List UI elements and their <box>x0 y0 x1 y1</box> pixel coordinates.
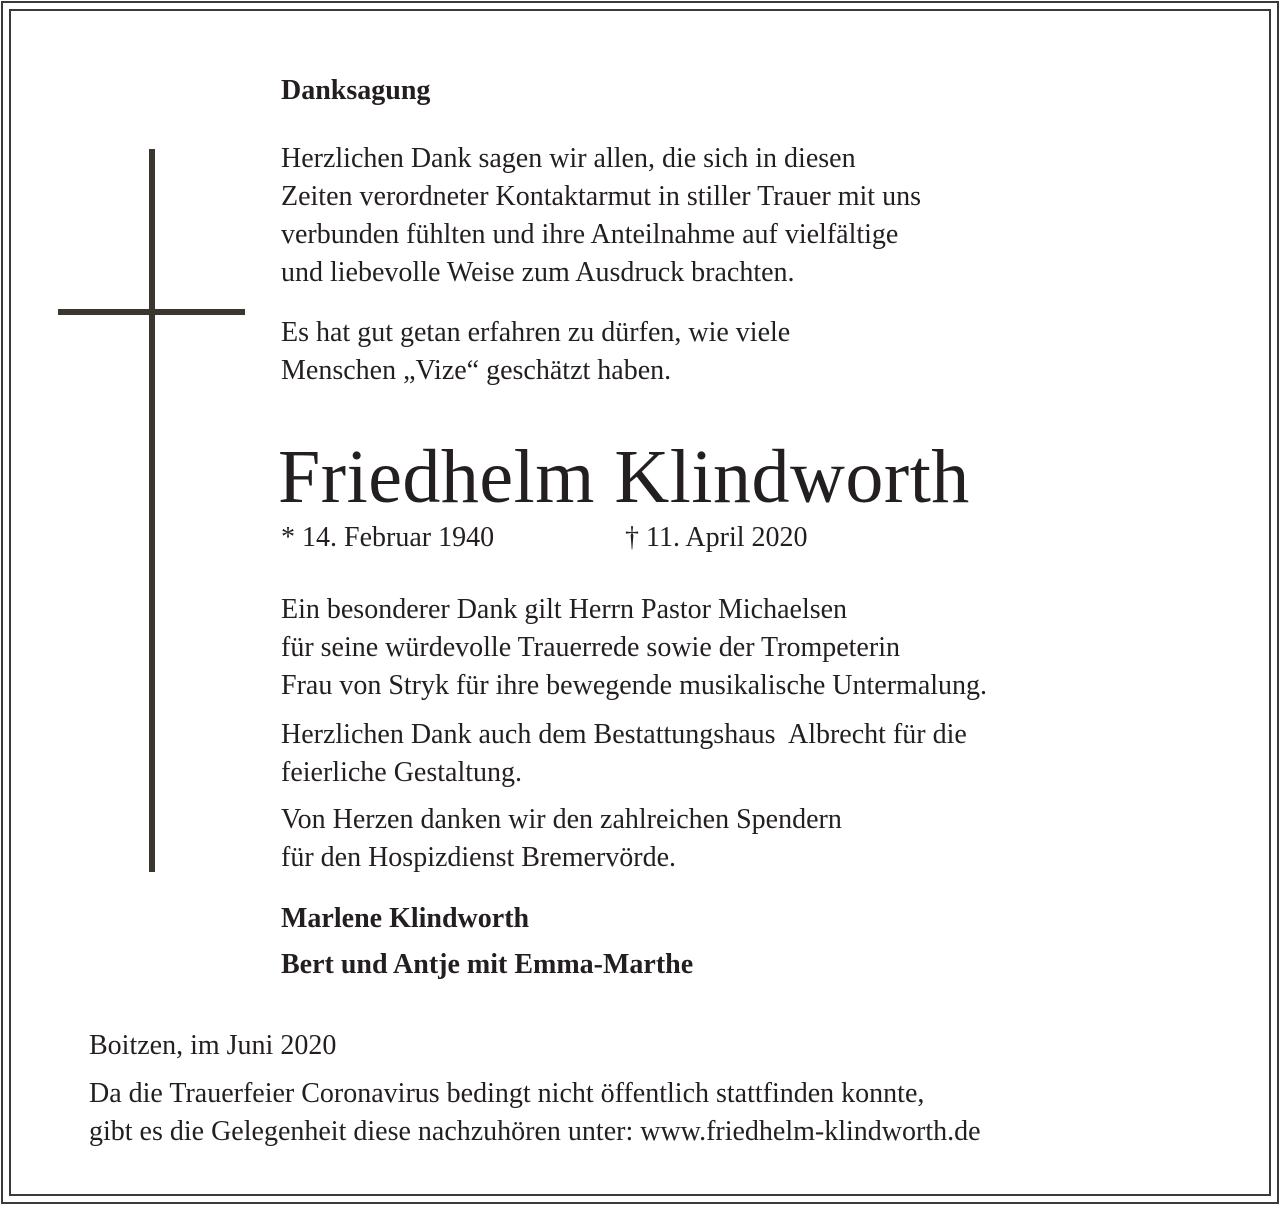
text-line: Da die Trauerfeier Coronavirus bedingt nicht öffentlich stattfinden konnte, <box>89 1078 925 1109</box>
deceased-name: Friedhelm Klindworth <box>278 435 970 519</box>
paragraph-thanks <box>281 140 921 292</box>
signature-bert-antje: Bert und Antje mit Emma-Marthe <box>281 949 694 980</box>
paragraph-pastor <box>281 591 987 705</box>
text-line: verbunden fühlten und ihre Anteilnahme auf vielfältige <box>281 219 899 250</box>
text-line: Es hat gut getan erfahren zu dürfen, wie viele <box>281 317 791 348</box>
text-line: Menschen „Vize“ geschätzt haben. <box>281 355 672 386</box>
paragraph-vize <box>281 314 790 390</box>
corona-note <box>89 1075 981 1151</box>
signature-marlene: Marlene Klindworth <box>281 903 530 934</box>
text-line: und liebevolle Weise zum Ausdruck brachten. <box>281 257 795 288</box>
text-line: Frau von Stryk für ihre bewegende musikalische Untermalung. <box>281 670 988 701</box>
text-line: Herzlichen Dank sagen wir allen, die sich in diesen <box>281 143 856 174</box>
text-line: gibt es die Gelegenheit diese nachzuhören unter: www.friedhelm-klindworth.de <box>89 1116 981 1147</box>
cross-horizontal-bar <box>58 309 245 315</box>
heading: Danksagung <box>281 75 431 106</box>
text-line: Von Herzen danken wir den zahlreichen Spendern <box>281 804 842 835</box>
text-line: feierliche Gestaltung. <box>281 757 523 788</box>
text-line: für den Hospizdienst Bremervörde. <box>281 842 676 873</box>
paragraph-donors <box>281 801 842 877</box>
text-line: Herzlichen Dank auch dem Bestattungshaus Albrecht für die <box>281 719 967 750</box>
text-line: Ein besonderer Dank gilt Herrn Pastor Michaelsen <box>281 594 848 625</box>
paragraph-funeral-home <box>281 716 967 792</box>
place-date: Boitzen, im Juni 2020 <box>89 1030 337 1061</box>
text-line: für seine würdevolle Trauerrede sowie der Trompeterin <box>281 632 900 663</box>
death-date: † 11. April 2020 <box>625 522 808 553</box>
text-line: Zeiten verordneter Kontaktarmut in stiller Trauer mit uns <box>281 181 921 212</box>
birth-date: * 14. Februar 1940 <box>281 522 495 553</box>
cross-vertical-bar <box>149 149 155 872</box>
